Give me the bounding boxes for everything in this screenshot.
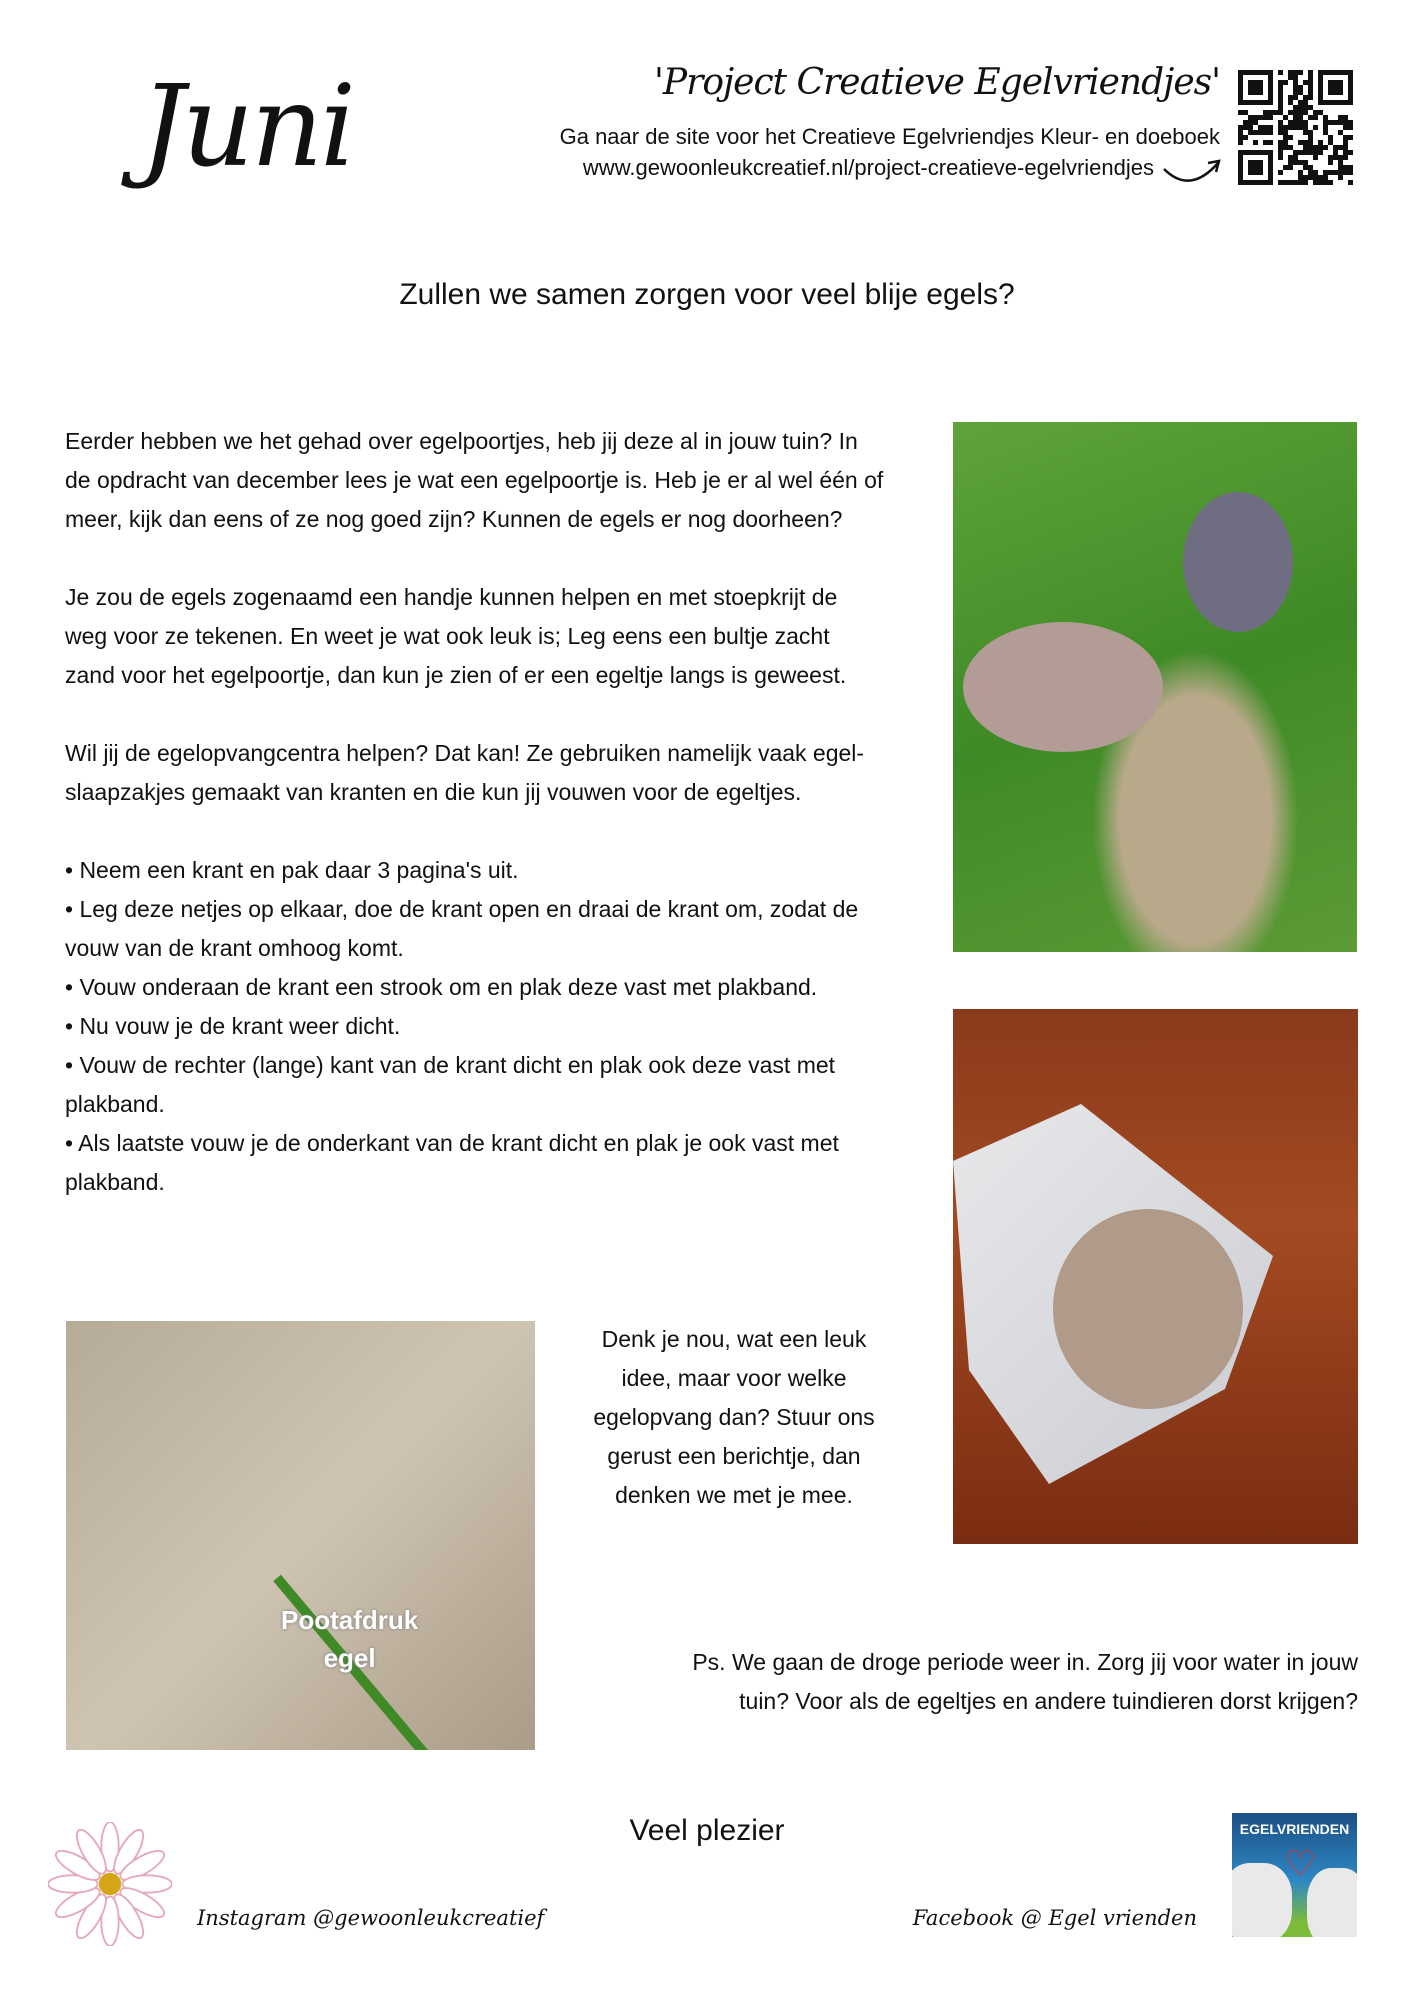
label-line: egel	[323, 1643, 376, 1673]
step: • Leg deze netjes op elkaar, doe de krant open en draai de krant om, zodat de vouw van de krant omhoog komt.	[65, 896, 859, 961]
qr-code[interactable]	[1238, 70, 1353, 185]
egelvrienden-logo: EGELVRIENDEN ♡	[1232, 1813, 1357, 1937]
step: • Vouw de rechter (lange) kant van de krant dicht en plak ook deze vast met plakband.	[65, 1052, 836, 1117]
step: • Nu vouw je de krant weer dicht.	[65, 1013, 401, 1039]
photo-hedgehog-toys-grass	[953, 422, 1357, 952]
paragraph: Je zou de egels zogenaamd een handje kunnen helpen en met stoepkrijt de weg voor ze tekenen. En weet je wat ook leuk is; Leg eens een bultje zacht zand voor het egelpoortje, dan kun je zien of er een egeltje langs is geweest.	[65, 584, 847, 688]
site-info: Ga naar de site voor het Creatieve Egelvriendjes Kleur- en doeboek	[559, 124, 1220, 149]
label-line: Pootafdruk	[281, 1605, 419, 1635]
closing-text: Veel plezier	[629, 1814, 785, 1847]
step: • Als laatste vouw je de onderkant van de krant dicht en plak je ook vast met plakband.	[65, 1130, 839, 1195]
paragraph: Eerder hebben we het gehad over egelpoortjes, heb jij deze al in jouw tuin? In de opdracht van december lees je wat een egelpoortje is. Heb je er al wel één of meer, kijk dan eens of ze nog goed zijn? Kunnen de egels er nog doorheen?	[65, 428, 884, 532]
instagram-handle[interactable]: Instagram @gewoonleukcreatief	[197, 1906, 545, 1930]
egelopvang-note: Denk je nou, wat een leuk idee, maar voor welke egelopvang dan? Stuur ons gerust een berichtje, dan denken we met je mee.	[593, 1326, 875, 1508]
photo-paw-print-sand	[66, 1321, 535, 1750]
step: • Neem een krant en pak daar 3 pagina's uit.	[65, 857, 519, 883]
project-title: 'Project Creatieve Egelvriendjes'	[653, 62, 1220, 103]
month-title: Juni	[140, 62, 353, 192]
paragraph: Wil jij de egelopvangcentra helpen? Dat kan! Ze gebruiken namelijk vaak egel-slaapzakjes gemaakt van kranten en die kun jij vouwen voor de egeltjes.	[65, 740, 865, 805]
subtitle: Zullen we samen zorgen voor veel blije egels?	[399, 278, 1015, 311]
daisy-icon	[48, 1822, 172, 1946]
photo-hedgehog-newspaper	[953, 1009, 1358, 1544]
arrow-icon	[1160, 155, 1224, 189]
body-text	[65, 422, 885, 1202]
logo-text: EGELVRIENDEN	[1239, 1821, 1350, 1837]
paw-print-label	[281, 1601, 418, 1677]
step: • Vouw onderaan de krant een strook om en plak deze vast met plakband.	[65, 974, 818, 1000]
facebook-handle[interactable]: Facebook @ Egel vrienden	[912, 1906, 1197, 1930]
site-url[interactable]: www.gewoonleukcreatief.nl/project-creatieve-egelvriendjes	[582, 155, 1154, 180]
ps-note: Ps. We gaan de droge periode weer in. Zorg jij voor water in jouw tuin? Voor als de egeltjes en andere tuindieren dorst krijgen?	[692, 1649, 1358, 1714]
